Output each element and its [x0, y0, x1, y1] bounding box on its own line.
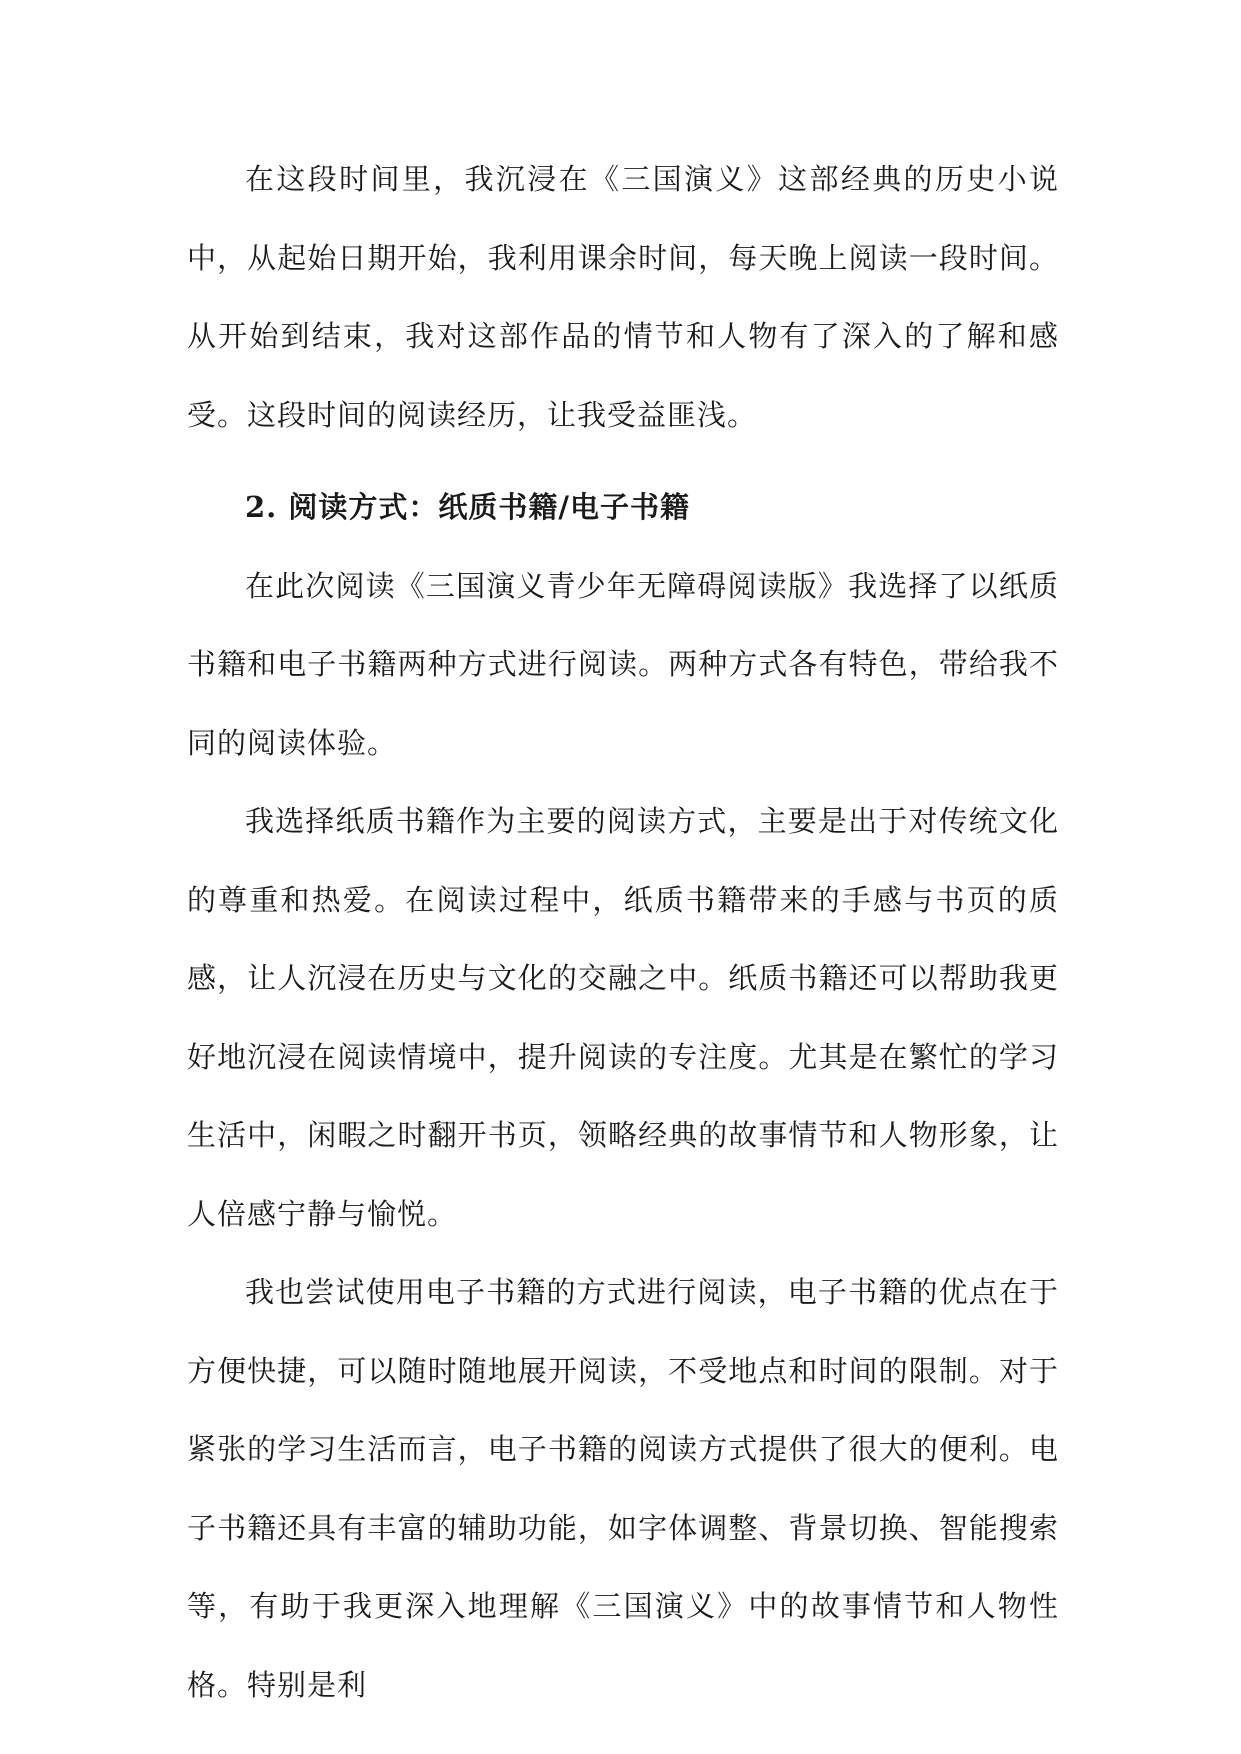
paragraph-e-books: 我也尝试使用电子书籍的方式进行阅读，电子书籍的优点在于方便快捷，可以随时随地展开阅读，不受地点和时间的限制。对于紧张的学习生活而言，电子书籍的阅读方式提供了很大的便利。电子书籍还具有丰富的辅助功能，如字体调整、背景切换、智能搜索等，有助于我更深入地理解《三国演义》中的故事情节和人物性格。特别是利: [187, 1275, 1059, 1702]
paragraph-reading-method-intro: 在此次阅读《三国演义青少年无障碍阅读版》我选择了以纸质书籍和电子书籍两种方式进行阅读。两种方式各有特色，带给我不同的阅读体验。: [187, 568, 1059, 760]
paragraph-reading-period: 在这段时间里，我沉浸在《三国演义》这部经典的历史小说中，从起始日期开始，我利用课余时间，每天晚上阅读一段时间。从开始到结束，我对这部作品的情节和人物有了深入的了解和感受。这段时间的阅读经历，让我受益匪浅。: [187, 162, 1059, 432]
document-body: [187, 140, 1059, 1724]
section-gap: [187, 454, 1059, 468]
paragraph-paper-books: 我选择纸质书籍作为主要的阅读方式，主要是出于对传统文化的尊重和热爱。在阅读过程中，纸质书籍带来的手感与书页的质感，让人沉浸在历史与文化的交融之中。纸质书籍还可以帮助我更好地沉浸在阅读情境中，提升阅读的专注度。尤其是在繁忙的学习生活中，闲暇之时翻开书页，领略经典的故事情节和人物形象，让人倍感宁静与愉悦。: [187, 804, 1059, 1231]
section-heading-reading-method: 2. 阅读方式：纸质书籍/电子书籍: [245, 490, 690, 524]
